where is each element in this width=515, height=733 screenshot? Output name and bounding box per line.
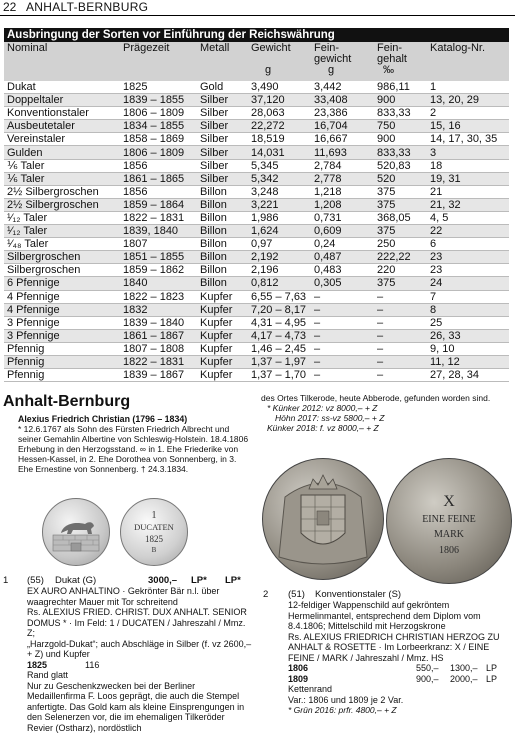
table-cell: Kupfer bbox=[197, 329, 248, 342]
table-cell: – bbox=[374, 316, 427, 329]
table-row bbox=[4, 303, 509, 316]
table-cell: 4, 5 bbox=[427, 211, 509, 224]
table-cell: 1806 – 1809 bbox=[120, 107, 197, 120]
entry-1-note: „Harzgold-Dukat“; auch Abschläge in Silber (f. vz 2600,– + Z) und Kupfer bbox=[27, 639, 253, 660]
table-cell: 1861 – 1865 bbox=[120, 172, 197, 185]
table-cell: 26, 33 bbox=[427, 329, 509, 342]
entry-2-reverse: Rs. ALEXIUS FRIEDRICH CHRISTIAN HERZOG ZU ANHALT & ROSETTE · Im Lorbeerkranz: X / EINE FEINE / MARK / Jahreszahl / Mmz. HS bbox=[288, 632, 513, 664]
table-row bbox=[4, 211, 509, 224]
table-cell: Kupfer bbox=[197, 303, 248, 316]
table-cell: 6,55 – 7,63 bbox=[248, 290, 311, 303]
table-row bbox=[4, 107, 509, 120]
table-cell: Silber bbox=[197, 94, 248, 107]
table-cell: 27, 28, 34 bbox=[427, 369, 509, 382]
table-cell: 2,192 bbox=[248, 251, 311, 264]
table-cell: 2,196 bbox=[248, 264, 311, 277]
table-row bbox=[4, 81, 509, 94]
table-cell: Silber bbox=[197, 133, 248, 146]
table-cell: 1839 – 1867 bbox=[120, 369, 197, 382]
table-cell: Billon bbox=[197, 185, 248, 198]
table-cell: Gold bbox=[197, 81, 248, 94]
table-cell: 0,24 bbox=[311, 238, 374, 251]
col-gewicht: Gewicht g bbox=[248, 42, 311, 81]
table-cell: 21, 32 bbox=[427, 198, 509, 211]
table-cell: ⅙ Taler bbox=[4, 172, 120, 185]
table-cell: 0,483 bbox=[311, 264, 374, 277]
table-cell: 7,20 – 8,17 bbox=[248, 303, 311, 316]
table-cell: Vereinstaler bbox=[4, 133, 120, 146]
table-caption: Ausbringung der Sorten vor Einführung der Reichswährung bbox=[4, 28, 509, 42]
table-cell: 520 bbox=[374, 172, 427, 185]
coin-2-obverse-image bbox=[262, 458, 384, 580]
auction-list bbox=[261, 403, 511, 433]
table-cell: 24 bbox=[427, 277, 509, 290]
table-cell: 833,33 bbox=[374, 107, 427, 120]
table-cell: – bbox=[374, 369, 427, 382]
table-cell: 23 bbox=[427, 251, 509, 264]
table-cell: 3,442 bbox=[311, 81, 374, 94]
table-cell: 1807 bbox=[120, 238, 197, 251]
table-cell: 14, 17, 30, 35 bbox=[427, 133, 509, 146]
col-katalog: Katalog-Nr. bbox=[427, 42, 509, 81]
coin-2-reverse-image: X EINE FEINE MARK 1806 bbox=[386, 458, 512, 584]
table-cell: 375 bbox=[374, 277, 427, 290]
table-cell: 1839 – 1855 bbox=[120, 94, 197, 107]
table-cell: 1859 – 1864 bbox=[120, 198, 197, 211]
table-cell: Kupfer bbox=[197, 369, 248, 382]
coin-1-reverse-image: 1 DUCATEN 1825 B bbox=[120, 498, 188, 566]
table-cell: 375 bbox=[374, 225, 427, 238]
table-cell: 4 Pfennige bbox=[4, 290, 120, 303]
table-cell: 1856 bbox=[120, 159, 197, 172]
entry-2-year-1806: 1806 550,– 1300,– LP bbox=[288, 663, 513, 674]
table-cell: Silber bbox=[197, 146, 248, 159]
table-cell: 11,693 bbox=[311, 146, 374, 159]
entry-1-year-row: 1825 116 bbox=[27, 660, 253, 671]
table-cell: Silber bbox=[197, 172, 248, 185]
continuation-paragraph: des Ortes Tilkerode, heute Abberode, gefunden worden sind. bbox=[261, 393, 511, 403]
table-cell: 6 Pfennige bbox=[4, 277, 120, 290]
table-cell: 2,778 bbox=[311, 172, 374, 185]
table-row bbox=[4, 172, 509, 185]
table-cell: 3,248 bbox=[248, 185, 311, 198]
table-cell: – bbox=[311, 342, 374, 355]
table-cell: 2½ Silbergroschen bbox=[4, 185, 120, 198]
entry-1-reverse: Rs. ALEXIUS FRIED. CHRIST. DUX ANHALT. SENIOR DOMUS * · Im Feld: 1 / DUCATEN / Jahreszahl / Mmz. Z; bbox=[27, 607, 253, 639]
coin-1-obverse-image bbox=[42, 498, 110, 566]
table-cell: Ausbeutetaler bbox=[4, 120, 120, 133]
table-cell: 1,208 bbox=[311, 198, 374, 211]
table-cell: 3,221 bbox=[248, 198, 311, 211]
table-cell: 8 bbox=[427, 303, 509, 316]
table-row bbox=[4, 225, 509, 238]
table-cell: 1822 – 1831 bbox=[120, 211, 197, 224]
table-cell: 2 bbox=[427, 107, 509, 120]
table-cell: 16,704 bbox=[311, 120, 374, 133]
table-cell: 3 Pfennige bbox=[4, 316, 120, 329]
table-cell: 4,17 – 4,73 bbox=[248, 329, 311, 342]
table-cell: 250 bbox=[374, 238, 427, 251]
table-cell: 1,37 – 1,97 bbox=[248, 355, 311, 368]
table-row bbox=[4, 342, 509, 355]
col-feingewicht: Fein- gewicht g bbox=[311, 42, 374, 81]
table-row bbox=[4, 146, 509, 159]
table-cell: 1832 bbox=[120, 303, 197, 316]
table-cell: 33,408 bbox=[311, 94, 374, 107]
table-cell: 1,37 – 1,70 bbox=[248, 369, 311, 382]
table-cell: Dukat bbox=[4, 81, 120, 94]
entry-2-auction: * Grün 2016: prfr. 4800,– + Z bbox=[288, 705, 513, 716]
table-cell: 1,986 bbox=[248, 211, 311, 224]
table-cell: 5,345 bbox=[248, 159, 311, 172]
table-cell: ⅙ Taler bbox=[4, 159, 120, 172]
table-cell: 368,05 bbox=[374, 211, 427, 224]
table-cell: Billon bbox=[197, 211, 248, 224]
table-cell: 900 bbox=[374, 133, 427, 146]
table-row bbox=[4, 198, 509, 211]
table-cell: 5,342 bbox=[248, 172, 311, 185]
table-cell: Kupfer bbox=[197, 342, 248, 355]
section-title: Anhalt-Bernburg bbox=[3, 393, 130, 411]
table-cell: 0,609 bbox=[311, 225, 374, 238]
table-cell: 18,519 bbox=[248, 133, 311, 146]
table-cell: 1822 – 1831 bbox=[120, 355, 197, 368]
col-feingehalt: Fein- gehalt ‰ bbox=[374, 42, 427, 81]
table-row bbox=[4, 238, 509, 251]
table-cell: 1806 – 1809 bbox=[120, 146, 197, 159]
table-cell: 0,305 bbox=[311, 277, 374, 290]
table-cell: 3,490 bbox=[248, 81, 311, 94]
table-cell: Pfennig bbox=[4, 342, 120, 355]
table-cell: 0,97 bbox=[248, 238, 311, 251]
table-cell: 1840 bbox=[120, 277, 197, 290]
mintage-table bbox=[4, 28, 509, 382]
table-cell: Kupfer bbox=[197, 290, 248, 303]
table-cell: 986,11 bbox=[374, 81, 427, 94]
table-cell: 1858 – 1869 bbox=[120, 133, 197, 146]
ruler-bio bbox=[18, 414, 250, 474]
table-row bbox=[4, 329, 509, 342]
table-cell: Gulden bbox=[4, 146, 120, 159]
catalog-entry-1 bbox=[3, 575, 253, 733]
table-cell: 7 bbox=[427, 290, 509, 303]
table-cell: Doppeltaler bbox=[4, 94, 120, 107]
table-row bbox=[4, 94, 509, 107]
table-cell: – bbox=[311, 369, 374, 382]
table-cell: – bbox=[311, 355, 374, 368]
table-row bbox=[4, 290, 509, 303]
table-cell: 0,812 bbox=[248, 277, 311, 290]
table-cell: 1,46 – 2,45 bbox=[248, 342, 311, 355]
ruler-bio-text: * 12.6.1767 als Sohn des Fürsten Friedrich Albrecht und seiner Gemahlin Albertine von Schleswig-Holstein. 18.4.1806 Erhebung in den Herzogsstand. ∞ in 1. Ehe Friederike von Hessen-Kassel, in 2. Ehe Dorothea von Sonnenberg, in 3. Ehe Ernestine von Sonnenberg. † 24.3.1834. bbox=[18, 424, 250, 474]
table-cell: 1822 – 1823 bbox=[120, 290, 197, 303]
table-cell: Billon bbox=[197, 225, 248, 238]
table-row bbox=[4, 120, 509, 133]
table-cell: 37,120 bbox=[248, 94, 311, 107]
table-cell: 222,22 bbox=[374, 251, 427, 264]
page-number: 22 bbox=[3, 0, 16, 14]
table-cell: 6 bbox=[427, 238, 509, 251]
table-cell: 375 bbox=[374, 185, 427, 198]
ruler-name: Alexius Friedrich Christian (1796 – 1834) bbox=[18, 414, 250, 424]
col-metall: Metall bbox=[197, 42, 248, 81]
table-row bbox=[4, 264, 509, 277]
table-cell: 1859 – 1862 bbox=[120, 264, 197, 277]
table-cell: 750 bbox=[374, 120, 427, 133]
table-cell: 16,667 bbox=[311, 133, 374, 146]
continuation-text bbox=[261, 393, 511, 433]
table-cell: 14,031 bbox=[248, 146, 311, 159]
table-cell: 520,83 bbox=[374, 159, 427, 172]
table-header-row bbox=[4, 42, 509, 81]
table-cell: 0,731 bbox=[311, 211, 374, 224]
entry-2-headline: 2 (51) Konventionstaler (S) bbox=[263, 589, 513, 600]
table-cell: ¹⁄₁₂ Taler bbox=[4, 225, 120, 238]
table-cell: 1807 – 1808 bbox=[120, 342, 197, 355]
table-cell: 1,624 bbox=[248, 225, 311, 238]
table-cell: 22,272 bbox=[248, 120, 311, 133]
auction-line: Höhn 2017: ss-vz 5800,– + Z bbox=[267, 413, 511, 423]
table-cell: 1856 bbox=[120, 185, 197, 198]
table-cell: 11, 12 bbox=[427, 355, 509, 368]
col-nominal: Nominal bbox=[4, 42, 120, 81]
table-cell: – bbox=[311, 316, 374, 329]
table-cell: 1851 – 1855 bbox=[120, 251, 197, 264]
table-cell: 19, 31 bbox=[427, 172, 509, 185]
table-cell: Silber bbox=[197, 107, 248, 120]
entry-1-edge: Rand glatt bbox=[27, 670, 253, 681]
table-row bbox=[4, 185, 509, 198]
table-cell: Billon bbox=[197, 264, 248, 277]
page-header bbox=[0, 0, 515, 14]
table-row bbox=[4, 316, 509, 329]
table-row bbox=[4, 355, 509, 368]
entry-2-obverse: 12-feldiger Wappenschild auf gekröntem Hermelinmantel, entsprechend dem Diplom vom 8.4.1806; Mittelschild mit Herzogskrone bbox=[288, 600, 513, 632]
table-cell: 1861 – 1867 bbox=[120, 329, 197, 342]
table-cell: 3 Pfennige bbox=[4, 329, 120, 342]
table-cell: 833,33 bbox=[374, 146, 427, 159]
table-row bbox=[4, 159, 509, 172]
entry-1-obverse: EX AURO ANHALTINO · Gekrönter Bär n.l. über waagrechter Mauer mit Tor schreitend bbox=[27, 586, 253, 607]
table-cell: Billon bbox=[197, 198, 248, 211]
table-cell: Billon bbox=[197, 238, 248, 251]
table-cell: 1839 – 1840 bbox=[120, 316, 197, 329]
table-cell: – bbox=[374, 355, 427, 368]
table-cell: 0,487 bbox=[311, 251, 374, 264]
table-cell: – bbox=[311, 329, 374, 342]
table-cell: Silber bbox=[197, 120, 248, 133]
table-cell: 15, 16 bbox=[427, 120, 509, 133]
table-cell: 13, 20, 29 bbox=[427, 94, 509, 107]
table-cell: ¹⁄₁₂ Taler bbox=[4, 211, 120, 224]
entry-2-year-1809: 1809 900,– 2000,– LP bbox=[288, 674, 513, 685]
entry-2-variants: Var.: 1806 und 1809 je 2 Var. bbox=[288, 695, 513, 706]
table-cell: 25 bbox=[427, 316, 509, 329]
table-row bbox=[4, 251, 509, 264]
table-cell: 900 bbox=[374, 94, 427, 107]
table-cell: Billon bbox=[197, 251, 248, 264]
table-cell: 23 bbox=[427, 264, 509, 277]
table-cell: 375 bbox=[374, 198, 427, 211]
table-cell: – bbox=[374, 329, 427, 342]
catalog-entry-2 bbox=[263, 589, 513, 716]
table-cell: 28,063 bbox=[248, 107, 311, 120]
table-cell: 1825 bbox=[120, 81, 197, 94]
table-cell: 220 bbox=[374, 264, 427, 277]
entry-1-text: Nur zu Geschenkzwecken bei der Berliner Medaillenfirma F. Loos geprägt, die auch die Stempel anfertigte. Das Gold kam als kleine Einsprengungen in den Selenerzen vor, die im ehemaligen Tilkeröder Revier (Ostharz), nordöstlich bbox=[27, 681, 253, 733]
table-cell: Konventionstaler bbox=[4, 107, 120, 120]
table-cell: Silber bbox=[197, 159, 248, 172]
running-title: ANHALT-BERNBURG bbox=[26, 0, 148, 14]
table-cell: 4,31 – 4,95 bbox=[248, 316, 311, 329]
table-cell: 1834 – 1855 bbox=[120, 120, 197, 133]
table-cell: 2½ Silbergroschen bbox=[4, 198, 120, 211]
table-cell: Kupfer bbox=[197, 355, 248, 368]
table-cell: Silbergroschen bbox=[4, 251, 120, 264]
auction-line: Künker 2018: f. vz 8000,– + Z bbox=[267, 423, 511, 433]
table-row bbox=[4, 277, 509, 290]
table-cell: – bbox=[311, 303, 374, 316]
table-cell: 22 bbox=[427, 225, 509, 238]
table-cell: – bbox=[374, 290, 427, 303]
table-cell: 18 bbox=[427, 159, 509, 172]
table-cell: 1,218 bbox=[311, 185, 374, 198]
auction-line: * Künker 2012: vz 8000,– + Z bbox=[267, 403, 511, 413]
entry-2-edge: Kettenrand bbox=[288, 684, 513, 695]
table-row bbox=[4, 133, 509, 146]
table-cell: Pfennig bbox=[4, 369, 120, 382]
table-cell: ¹⁄₄₈ Taler bbox=[4, 238, 120, 251]
table-cell: – bbox=[374, 342, 427, 355]
header-rule bbox=[0, 15, 515, 16]
table-cell: Kupfer bbox=[197, 316, 248, 329]
entry-1-headline: 1 (55) Dukat (G) 3000,– LP* LP* bbox=[3, 575, 253, 586]
table-cell: 9, 10 bbox=[427, 342, 509, 355]
table-cell: – bbox=[374, 303, 427, 316]
table-cell: 21 bbox=[427, 185, 509, 198]
table-cell: 1 bbox=[427, 81, 509, 94]
col-praegezeit: Prägezeit bbox=[120, 42, 197, 81]
table-cell: 4 Pfennige bbox=[4, 303, 120, 316]
table-cell: Billon bbox=[197, 277, 248, 290]
table-cell: Silbergroschen bbox=[4, 264, 120, 277]
table-cell: 1839, 1840 bbox=[120, 225, 197, 238]
table-cell: 3 bbox=[427, 146, 509, 159]
table-cell: – bbox=[311, 290, 374, 303]
table-row bbox=[4, 369, 509, 382]
table-cell: 23,386 bbox=[311, 107, 374, 120]
table-cell: 2,784 bbox=[311, 159, 374, 172]
table-cell: Pfennig bbox=[4, 355, 120, 368]
